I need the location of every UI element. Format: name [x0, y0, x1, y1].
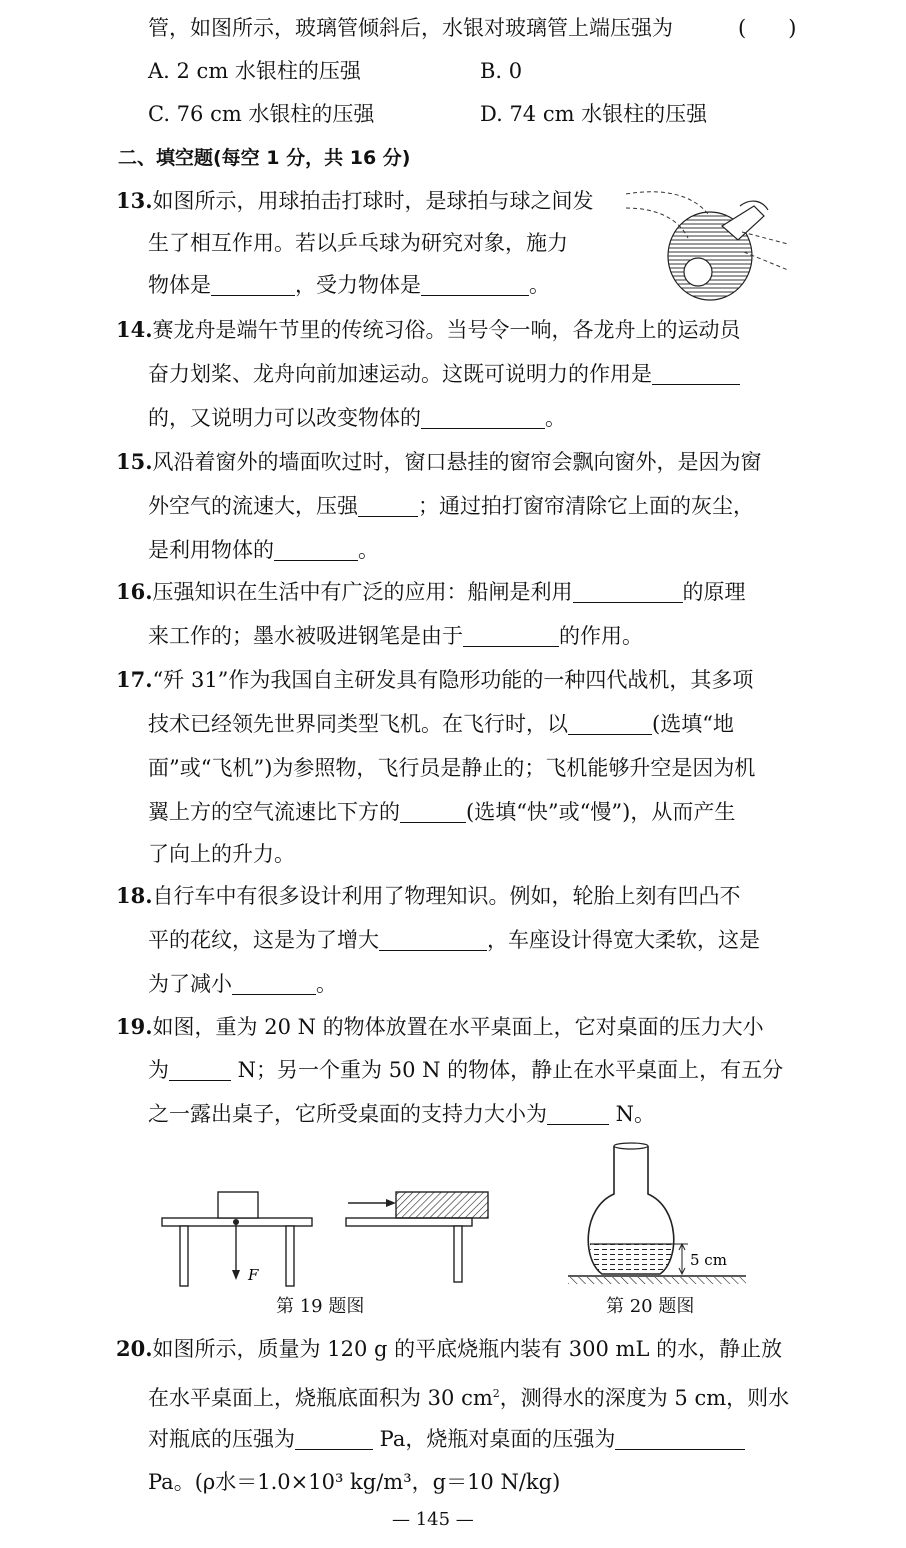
q17-blank-1[interactable] [568, 712, 652, 735]
q20-number: 20. [116, 1336, 153, 1361]
q14-line3: 的，又说明力可以改变物体的 。 [148, 406, 566, 430]
q13-blank-1[interactable] [211, 273, 295, 296]
q14-number: 14. [116, 317, 153, 342]
q15-line1: 15.风沿着窗外的墙面吹过时，窗口悬挂的窗帘会飘向窗外，是因为窗 [116, 449, 762, 474]
q13-line2: 生了相互作用。若以乒乓球为研究对象，施力 [148, 231, 568, 255]
q13-line3: 物体是 ，受力物体是 。 [148, 273, 550, 297]
q20-blank-1[interactable] [295, 1427, 373, 1450]
fig20-flask [562, 1142, 752, 1292]
q12-option-b: B. 0 [480, 59, 523, 83]
fig19-caption: 第 19 题图 [276, 1296, 365, 1317]
q14-line1: 14.赛龙舟是端午节里的传统习俗。当号令一响，各龙舟上的运动员 [116, 317, 741, 342]
q17-line3: 面”或“飞机”)为参照物，飞行员是静止的；飞机能够升空是因为机 [148, 756, 756, 780]
q16-line1: 16.压强知识在生活中有广泛的应用：船闸是利用 的原理 [116, 579, 746, 604]
q12-option-d: D. 74 cm 水银柱的压强 [480, 102, 708, 126]
q17-line4: 翼上方的空气流速比下方的 (选填“快”或“慢”)，从而产生 [148, 800, 736, 824]
q18-blank-2[interactable] [232, 972, 316, 995]
q20-blank-2[interactable] [615, 1427, 745, 1450]
q12-line1: 管，如图所示，玻璃管倾斜后，水银对玻璃管上端压强为 [148, 16, 673, 40]
q19-blank-2[interactable] [547, 1102, 609, 1125]
q16-number: 16. [116, 579, 153, 604]
q19-line1: 19.如图，重为 20 N 的物体放置在水平桌面上，它对桌面的压力大小 [116, 1014, 764, 1039]
q19-blank-1[interactable] [169, 1058, 231, 1081]
q18-line1: 18.自行车中有很多设计利用了物理知识。例如，轮胎上刻有凹凸不 [116, 883, 741, 908]
q18-line3: 为了减小 。 [148, 972, 337, 996]
q16-blank-1[interactable] [573, 580, 683, 603]
q18-number: 18. [116, 883, 153, 908]
q12-option-c: C. 76 cm 水银柱的压强 [148, 102, 375, 126]
q20-line4: Pa。(ρ水＝1.0×10³ kg/m³，g＝10 N/kg) [148, 1470, 561, 1494]
q13-blank-2[interactable] [421, 273, 529, 296]
q20-line1: 20.如图所示，质量为 120 g 的平底烧瓶内装有 300 mL 的水，静止放 [116, 1336, 783, 1361]
q12-answer-paren: ( ) [738, 16, 797, 40]
q18-line2: 平的花纹，这是为了增大 ，车座设计得宽大柔软，这是 [148, 928, 760, 952]
section-heading: 二、填空题(每空 1 分，共 16 分) [118, 147, 411, 169]
depth-label: 5 cm [690, 1251, 727, 1269]
q13-number: 13. [116, 188, 153, 213]
fig19-tables [156, 1180, 496, 1290]
q15-blank-2[interactable] [274, 538, 358, 561]
q16-line2: 来工作的；墨水被吸进钢笔是由于 的作用。 [148, 624, 643, 648]
q18-blank-1[interactable] [379, 928, 487, 951]
fig20-caption: 第 20 题图 [606, 1296, 695, 1317]
q19-line2: 为 N；另一个重为 50 N 的物体，静止在水平桌面上，有五分 [148, 1058, 784, 1082]
q15-number: 15. [116, 449, 153, 474]
page-number: — 145 — [392, 1509, 474, 1530]
q15-blank-1[interactable] [358, 494, 418, 517]
q14-blank-2[interactable] [421, 406, 545, 429]
q15-line3: 是利用物体的 。 [148, 538, 379, 562]
q13-paddle-figure [622, 186, 792, 304]
q13-line1: 13.如图所示，用球拍击打球时，是球拍与球之间发 [116, 188, 594, 213]
q20-line2: 在水平桌面上，烧瓶底面积为 30 $cm^2$，测得水的深度为 5 cm，则水 [148, 1386, 790, 1410]
q14-blank-1[interactable] [652, 362, 740, 385]
q16-blank-2[interactable] [463, 624, 559, 647]
q19-line3: 之一露出桌子，它所受桌面的支持力大小为 N。 [148, 1102, 656, 1126]
force-label: F [248, 1266, 259, 1284]
q17-blank-2[interactable] [400, 800, 466, 823]
q20-line3: 对瓶底的压强为 Pa，烧瓶对桌面的压强为 [148, 1425, 745, 1453]
q14-line2: 奋力划桨、龙舟向前加速运动。这既可说明力的作用是 [148, 360, 740, 388]
q19-number: 19. [116, 1014, 153, 1039]
q17-number: 17. [116, 667, 153, 692]
q17-line1: 17.“歼 31”作为我国自主研发具有隐形功能的一种四代战机，其多项 [116, 667, 754, 692]
q15-line2: 外空气的流速大，压强 ；通过拍打窗帘清除它上面的灰尘， [148, 494, 754, 518]
q17-line5: 了向上的升力。 [148, 842, 295, 866]
q12-option-a: A. 2 cm 水银柱的压强 [148, 59, 361, 83]
q17-line2: 技术已经领先世界同类型飞机。在飞行时，以 (选填“地 [148, 712, 734, 736]
